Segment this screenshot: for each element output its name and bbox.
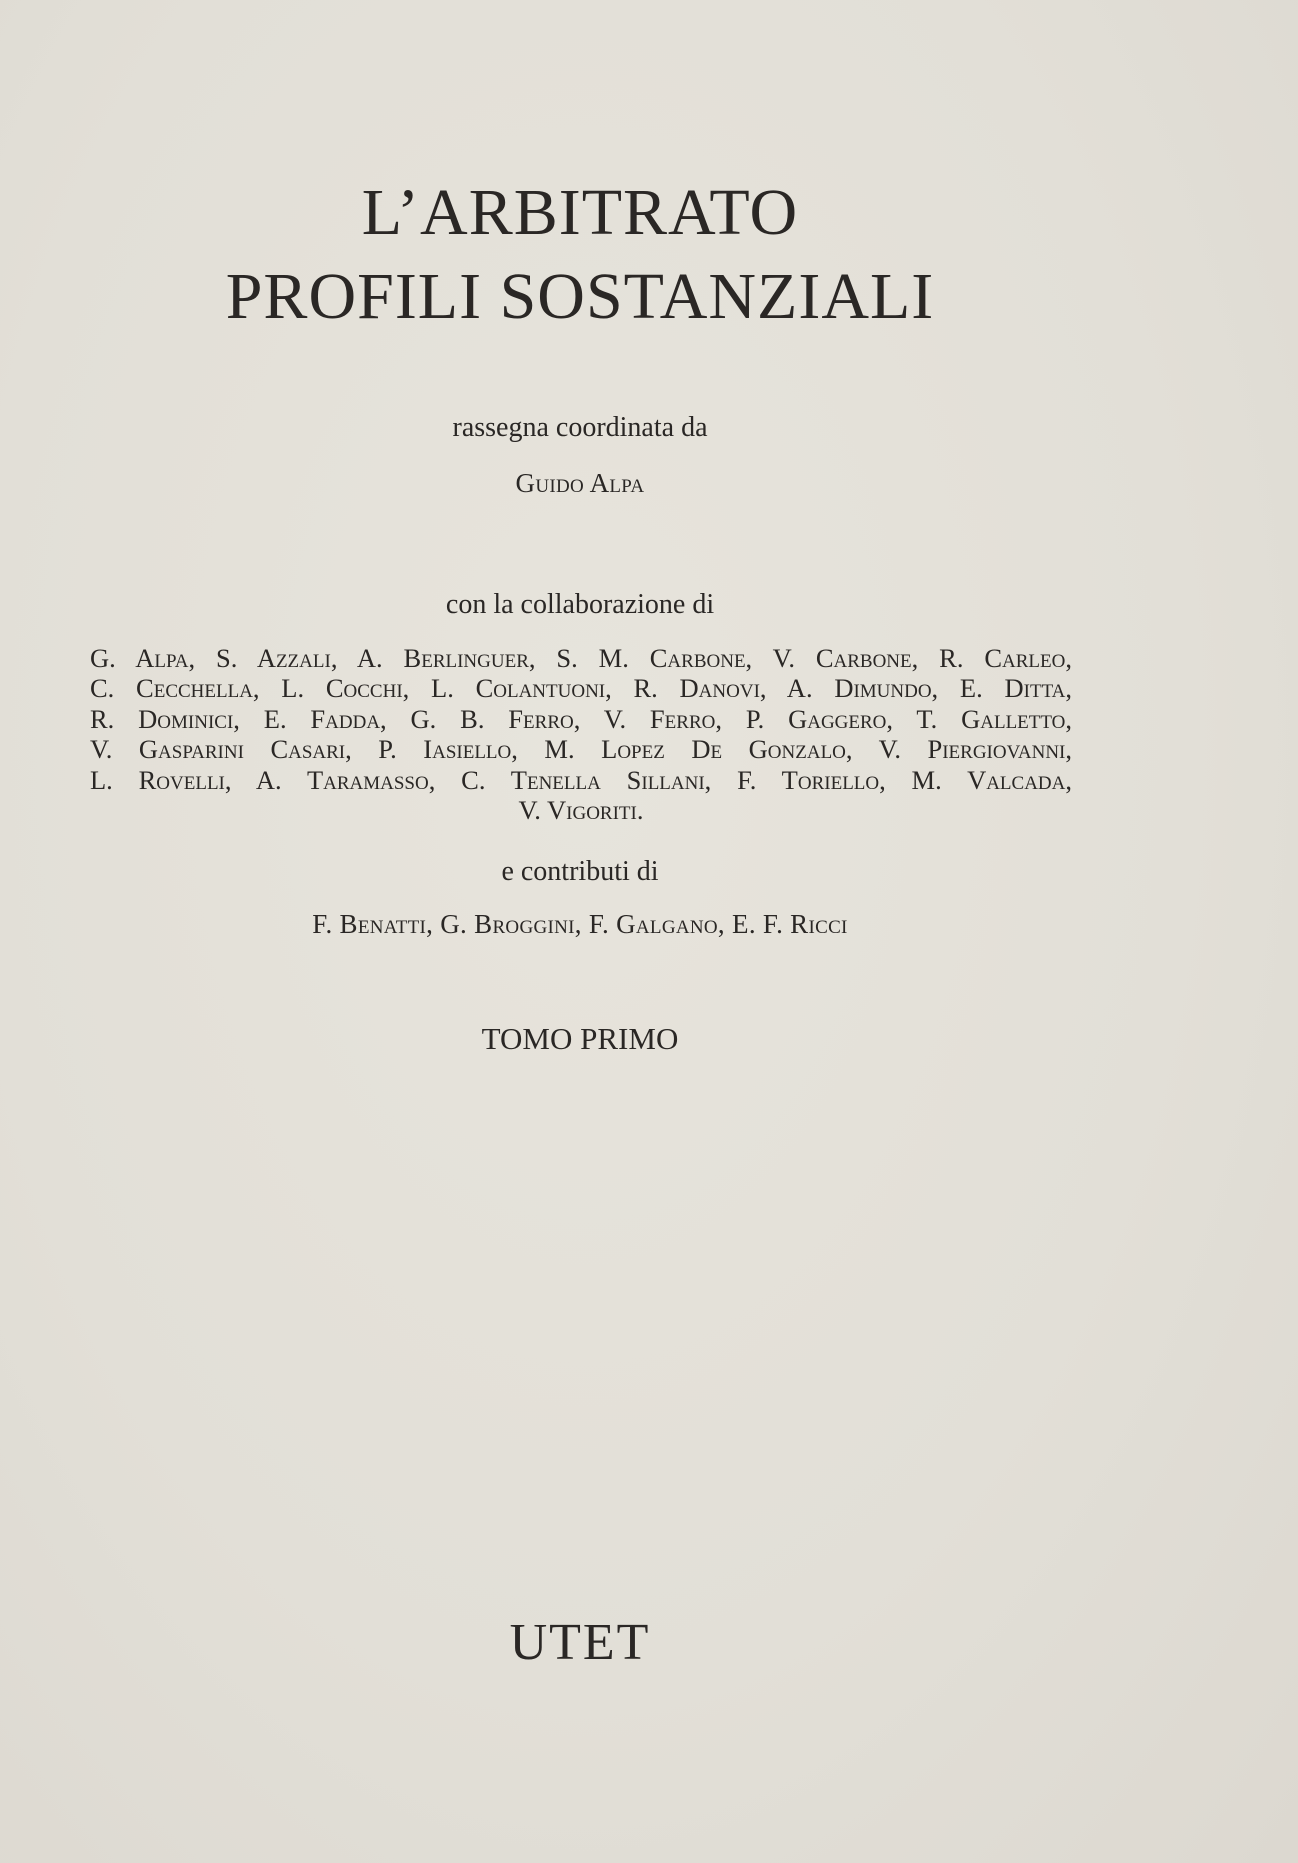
collaborators-line: G. Alpa, S. Azzali, A. Berlinguer, S. M. Carbone, V. Carbone, R. Carleo, [90, 643, 1072, 673]
collaborators-line: V. Vigoriti. [518, 794, 644, 825]
collaborators-line: R. Dominici, E. Fadda, G. B. Ferro, V. Ferro, P. Gaggero, T. Galletto, [90, 703, 1072, 734]
collaborators-line: C. Cecchella, L. Cocchi, L. Colantuoni, R. Danovi, A. Dimundo, E. Ditta, [90, 673, 1072, 704]
contributions-label: e contributi di [501, 856, 659, 887]
edited-by-label: rassegna coordinata da [452, 412, 708, 443]
editor-name: Guido Alpa [515, 468, 645, 498]
collaborators-line: L. Rovelli, A. Taramasso, C. Tenella Sillani, F. Toriello, M. Valcada, [90, 764, 1072, 795]
publisher-name: UTET [509, 1614, 651, 1671]
collaboration-label: con la collaborazione di [445, 589, 715, 620]
collaborators-line: V. Gasparini Casari, P. Iasiello, M. Lopez De Gonzalo, V. Piergiovanni, [90, 734, 1072, 765]
volume-label: TOMO PRIMO [481, 1021, 679, 1056]
contributors-list: F. Benatti, G. Broggini, F. Galgano, E. F. Ricci [312, 909, 848, 939]
book-title-line-1: L’ARBITRATO [361, 176, 799, 249]
book-title-line-2: PROFILI SOSTANZIALI [225, 260, 935, 333]
collaborators-list [90, 643, 1072, 825]
